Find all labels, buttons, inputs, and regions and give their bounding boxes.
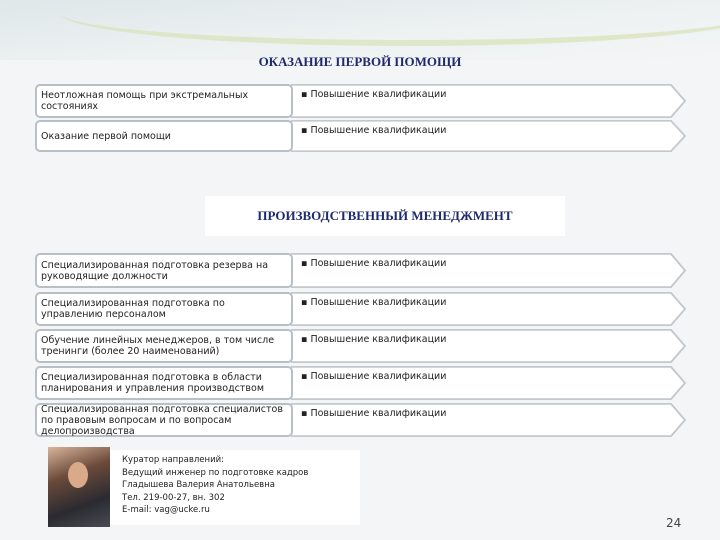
contact-email[interactable]: E-mail: vag@ucke.ru (122, 505, 210, 515)
course-type: ▪ Повышение квалификации (301, 125, 447, 136)
course-arrow (291, 329, 687, 363)
course-label-text: Специализированная подготовка резерва на руководящие должности (41, 259, 269, 282)
course-label-text: Обучение линейных менеджеров, в том числе тренинги (более 20 наименований) (41, 335, 275, 357)
course-type: ▪ Повышение квалификации (301, 334, 447, 345)
contact-name: Гладышева Валерия Анатольевна (122, 480, 275, 490)
course-label (35, 120, 293, 152)
course-label (35, 366, 293, 400)
header-background (0, 0, 720, 60)
course-label (35, 329, 293, 363)
curator-contact (110, 450, 360, 525)
curator-photo (48, 447, 110, 527)
course-label-text: Специализированная подготовка специалистов по правовым вопросам и по вопросам делопроизводства (41, 403, 283, 437)
course-type: ▪ Повышение квалификации (301, 371, 447, 382)
course-row (35, 403, 690, 437)
course-row (35, 84, 690, 118)
contact-heading: Куратор направлений: (122, 455, 224, 465)
course-arrow (291, 253, 687, 288)
course-label (35, 403, 293, 437)
course-row (35, 253, 690, 288)
course-type: ▪ Повышение квалификации (301, 408, 447, 419)
course-label (35, 292, 293, 326)
section-title-management: ПРОИЗВОДСТВЕННЫЙ МЕНЕДЖМЕНТ (257, 208, 513, 223)
course-arrow (291, 292, 687, 326)
section-title-first-aid: ОКАЗАНИЕ ПЕРВОЙ ПОМОЩИ (258, 54, 462, 69)
course-label (35, 84, 293, 118)
course-label-text: Оказание первой помощи (41, 130, 171, 142)
contact-phone: Тел. 219-00-27, вн. 302 (122, 492, 225, 503)
course-label (35, 253, 293, 288)
course-row (35, 120, 690, 152)
course-type: ▪ Повышение квалификации (301, 258, 447, 269)
page-number: 24 (666, 516, 682, 530)
course-label-text: Неотложная помощь при экстремальных состояниях (41, 90, 249, 112)
course-arrow (291, 120, 687, 152)
course-arrow (291, 366, 687, 400)
course-label-text: Специализированная подготовка в области планирования и управления производством (41, 372, 264, 394)
course-label-text: Специализированная подготовка по управлению персоналом (41, 298, 225, 320)
course-arrow (291, 84, 687, 118)
course-row (35, 366, 690, 400)
course-type: ▪ Повышение квалификации (301, 89, 447, 100)
course-type: ▪ Повышение квалификации (301, 297, 447, 308)
course-arrow (291, 403, 687, 437)
course-row (35, 292, 690, 326)
course-row (35, 329, 690, 363)
contact-position: Ведущий инженер по подготовке кадров (122, 467, 309, 478)
